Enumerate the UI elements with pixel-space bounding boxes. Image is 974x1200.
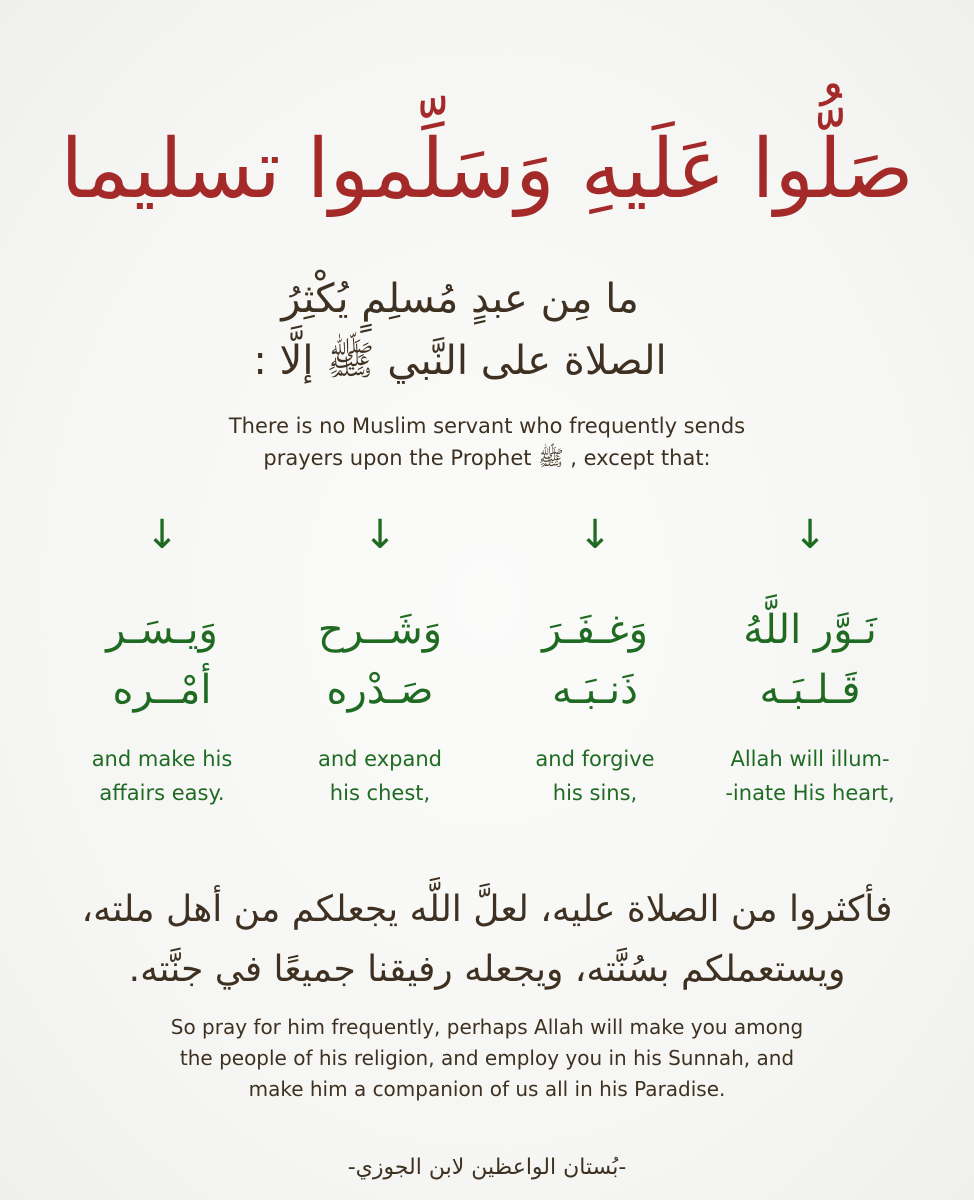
benefit-arabic-line: وَغـفَـرَ	[542, 607, 648, 653]
intro-english-line: There is no Muslim servant who frequently sends	[228, 414, 746, 438]
outro-english-line: make him a companion of us all in his Paradise.	[248, 1077, 726, 1101]
intro-english-line: prayers upon the Prophet ﷺ , except that:	[263, 446, 711, 470]
benefit-english-line: Allah will illum-	[730, 747, 890, 771]
arrow-down-icon: ↓	[145, 512, 179, 558]
benefit-arabic	[52, 600, 272, 720]
benefit-arabic-line: وَيـسَـر	[106, 607, 218, 653]
benefit-arabic-line: ذَنـبَـه	[552, 667, 638, 713]
outro-arabic	[0, 880, 974, 1000]
intro-arabic-line: ما مِن عبدٍ مُسلِمٍ يُكْثِرُ	[281, 276, 639, 322]
benefit-arabic-line: صَـدْره	[326, 667, 434, 713]
benefit-arabic-line: قَـلـبَـه	[759, 667, 861, 713]
benefit-english-line: affairs easy.	[99, 781, 225, 805]
benefit-arabic-line: أمْــره	[112, 667, 212, 713]
benefit-english	[52, 742, 272, 810]
benefit-english-line: his sins,	[552, 781, 638, 805]
benefit-column-illuminate-heart	[700, 500, 920, 810]
benefit-arabic-line: نَـوَّر اللَّهُ	[743, 607, 877, 653]
arrow-down-icon: ↓	[363, 512, 397, 558]
benefit-column-ease-affairs	[52, 500, 272, 810]
benefit-english-line: his chest,	[329, 781, 431, 805]
page-title: صَلُّوا عَلَيهِ وَسَلِّموا تسليما	[60, 122, 914, 217]
benefit-english	[485, 742, 705, 810]
arrow-down-icon: ↓	[578, 512, 612, 558]
benefit-column-forgive-sins	[485, 500, 705, 810]
benefit-english-line: -inate His heart,	[725, 781, 895, 805]
benefits-columns	[0, 500, 974, 810]
benefit-english-line: and make his	[91, 747, 233, 771]
intro-arabic	[180, 268, 740, 392]
outro-english-line: the people of his religion, and employ you in his Sunnah, and	[179, 1046, 795, 1070]
outro-english-line: So pray for him frequently, perhaps Allah will make you among	[170, 1015, 804, 1039]
benefit-english-line: and expand	[317, 747, 442, 771]
benefit-arabic-line: وَشَــرح	[317, 607, 443, 653]
benefit-arabic	[485, 600, 705, 720]
benefit-arabic	[700, 600, 920, 720]
benefit-arabic	[270, 600, 490, 720]
intro-arabic-line: الصلاة على النَّبي ﷺ إلَّا :	[253, 338, 667, 384]
benefit-english	[270, 742, 490, 810]
intro-english	[0, 410, 974, 474]
outro-english	[0, 1012, 974, 1105]
benefit-english-line: and forgive	[535, 747, 655, 771]
outro-arabic-line: ويستعملكم بسُنَّته، ويجعله رفيقنا جميعًا في جنَّته.	[128, 949, 846, 990]
outro-arabic-line: فأكثروا من الصلاة عليه، لعلَّ اللَّه يجعلكم من أهل ملته،	[81, 889, 893, 930]
benefit-english	[700, 742, 920, 810]
arrow-down-icon: ↓	[793, 512, 827, 558]
benefit-column-expand-chest	[270, 500, 490, 810]
source-citation: -بُستان الواعظين لابن الجوزي-	[347, 1155, 627, 1180]
